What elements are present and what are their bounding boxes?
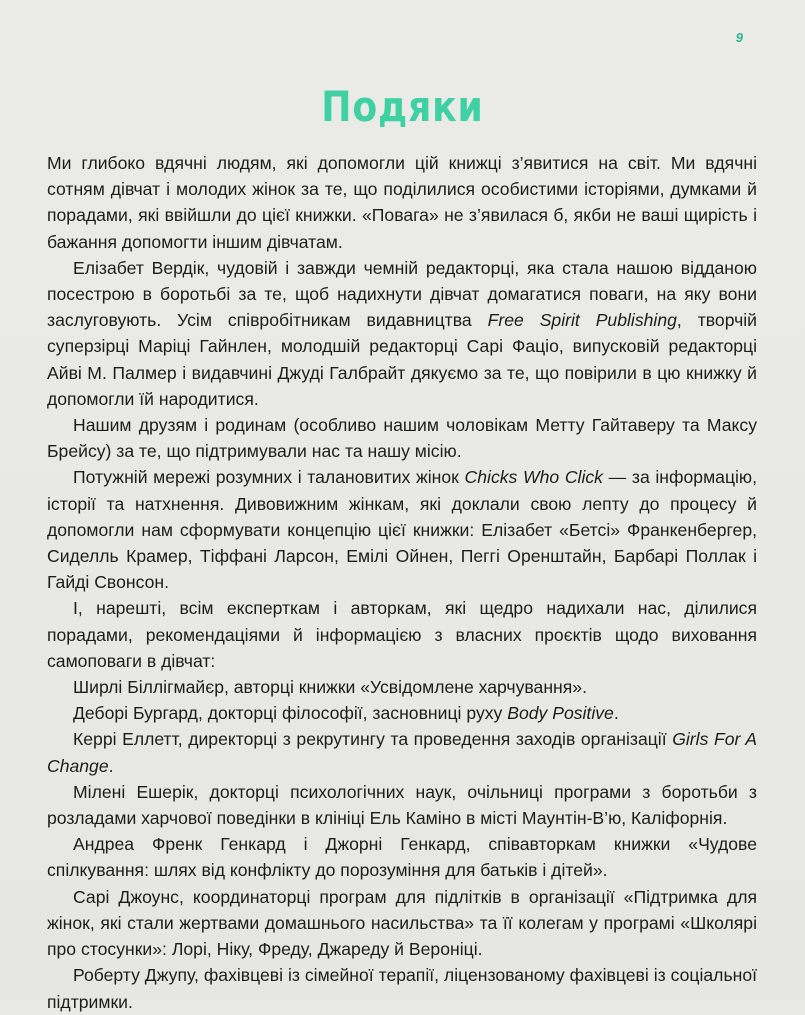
paragraph: Ширлі Біллігмайєр, авторці книжки «Усвідомлене харчування». — [73, 677, 587, 698]
paragraph: Нашим друзям і родинам (особливо нашим чоловікам Метту Гайтаверу та Максу Брейсу) за те, що підтримували нас та нашу місію. — [47, 415, 757, 462]
paragraph: Керрі Еллетт, директорці з рекрутингу та проведення заходів організації Girls For A Change. — [47, 729, 757, 776]
acknowledgements-text — [47, 150, 757, 1015]
paragraph: Андреа Френк Генкард і Джорні Генкард, співавторкам книжки «Чудове спілкування: шлях від конфлікту до порозуміння для батьків і дітей». — [47, 834, 757, 881]
paragraph: І, нарешті, всім експерткам і авторкам, які щедро надихали нас, ділилися порадами, рекомендаціями й інформацією з власних проєктів щодо виховання самоповаги в дівчат: — [47, 598, 757, 671]
paragraph: Деборі Бургард, докторці філософії, засновниці руху Body Positive. — [73, 703, 619, 724]
paragraph: Сарі Джоунс, координаторці програм для підлітків в організації «Підтримка для жінок, які стали жертвами домашнього насильства» та її колегам у програмі «Школярі про стосунки»: Лорі, Ніку, Фреду, Джареду й Вероніці. — [47, 886, 757, 960]
paragraph: Ми глибоко вдячні людям, які допомогли цій книжці з’явитися на світ. Ми вдячні сотням дівчат і молодих жінок за те, що поділилися особистими історіями, думками й порадами, які ввійшли до цієї книжки. «Повага» не з’явилася б, якби не ваші щирість і бажання допомогти іншим дівчатам. — [47, 153, 757, 252]
page-number: 9 — [735, 30, 743, 45]
paragraph: Елізабет Вердік, чудовій і завжди чемній редакторці, яка стала нашою відданою посестрою в боротьбі за те, щоб надихнути дівчат домагатися поваги, на яку вони заслуговують. Усім співробітникам видавництва Free Spirit Publishing, творчій суперзірці Маріці Гайнлен, молодшій редакторці Сарі Фаціо, випусковій редакторці Айві М. Палмер і видавчині Джуді Галбрайт дякуємо за те, що повірили в цю книжку й допомогли їй народитися. — [47, 257, 757, 409]
paragraph: Мілені Ешерік, докторці психологічних наук, очільниці програми з боротьби з розладами харчової поведінки в клініці Ель Каміно в місті Маунтін-В’ю, Каліфорнія. — [47, 781, 757, 829]
page-title: Подяки — [321, 82, 484, 131]
paragraph: Потужній мережі розумних і талановитих жінок Chicks Who Click — за інформацію, історії та натхнення. Дивовижним жінкам, які доклали свою лепту до процесу й допомогли нам сформувати концепцію цієї книжки: Елізабет «Бетсі» Франкенбергер, Сиделль Крамер, Тіффані Ларсон, Емілі Ойнен, Пеггі Оренштайн, Барбарі Поллак і Гайді Свонсон. — [47, 467, 758, 593]
paragraph: Роберту Джупу, фахівцеві із сімейної терапії, ліцензованому фахівцеві із соціальної підтримки. — [47, 965, 757, 1012]
